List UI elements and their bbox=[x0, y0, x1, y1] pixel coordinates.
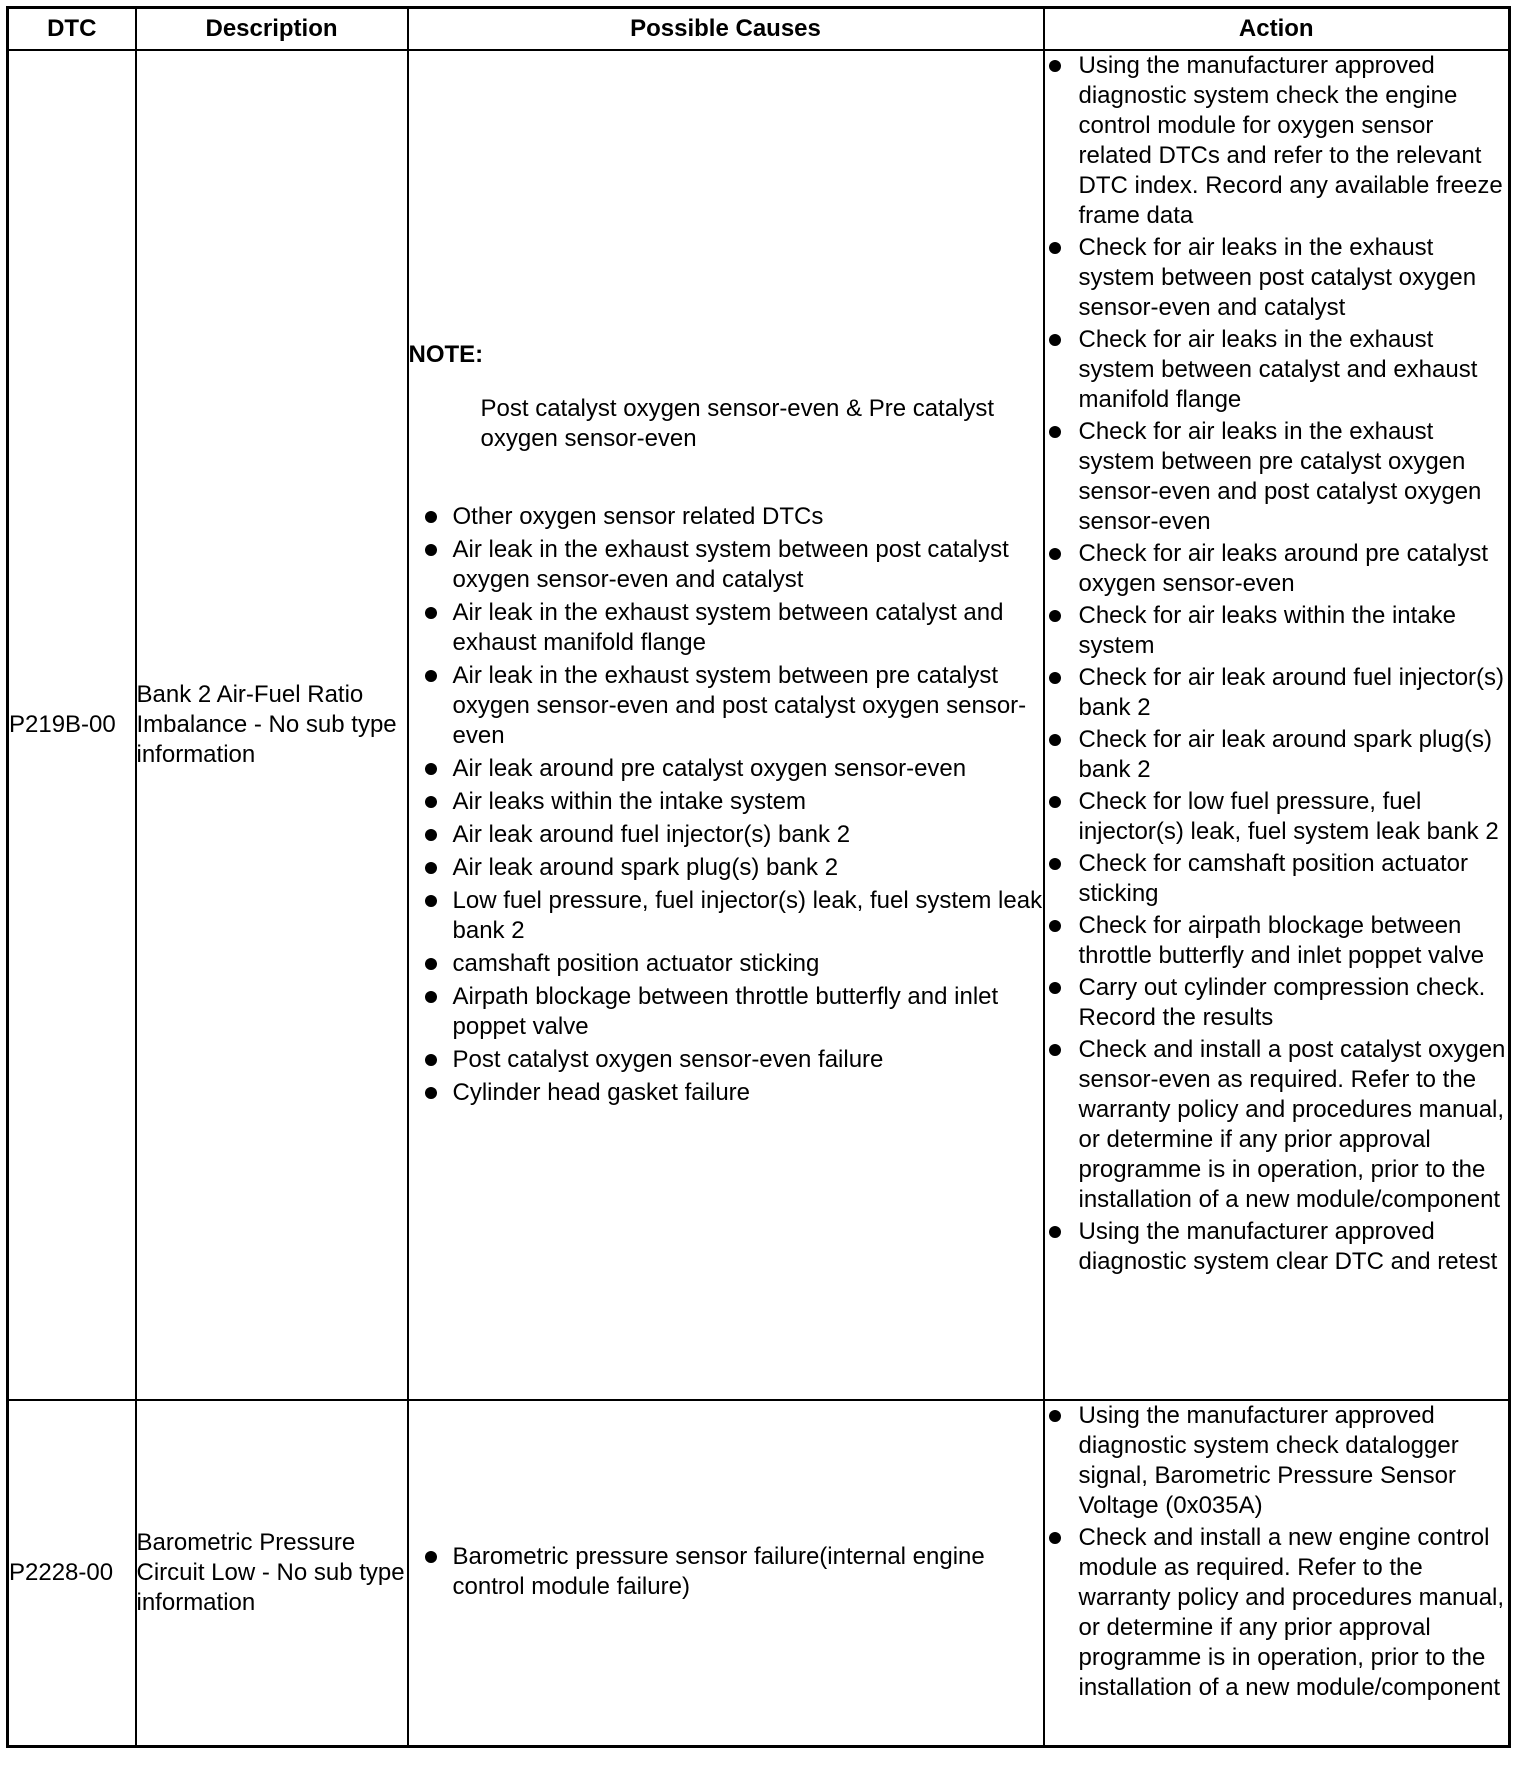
header-row bbox=[8, 8, 1510, 51]
cause-item: Barometric pressure sensor failure(internal engine control module failure) bbox=[409, 1542, 1043, 1602]
table-row bbox=[8, 1400, 1510, 1747]
actions-list bbox=[1045, 1401, 1509, 1703]
header-description: Description bbox=[136, 8, 408, 51]
cause-item: Air leak around fuel injector(s) bank 2 bbox=[409, 820, 1043, 850]
action-item: Using the manufacturer approved diagnostic system clear DTC and retest bbox=[1045, 1217, 1509, 1277]
action-item: Check for air leaks in the exhaust system between pre catalyst oxygen sensor-even and post catalyst oxygen sensor-even bbox=[1045, 417, 1509, 537]
action-item: Check and install a new engine control module as required. Refer to the warranty policy and procedures manual, or determine if any prior approval programme is in operation, prior to the installation of a new module/component bbox=[1045, 1523, 1509, 1703]
action-item: Check for camshaft position actuator sticking bbox=[1045, 849, 1509, 909]
action-item: Check for air leaks in the exhaust system between catalyst and exhaust manifold flange bbox=[1045, 325, 1509, 415]
dtc-code: P219B-00 bbox=[8, 50, 136, 1400]
cause-item: Air leak in the exhaust system between post catalyst oxygen sensor-even and catalyst bbox=[409, 535, 1043, 595]
possible-causes-cell bbox=[408, 1400, 1044, 1747]
action-item: Check and install a post catalyst oxygen sensor-even as required. Refer to the warranty policy and procedures manual, or determine if any prior approval programme is in operation, prior to the installation of a new module/component bbox=[1045, 1035, 1509, 1215]
cause-item: Air leak in the exhaust system between catalyst and exhaust manifold flange bbox=[409, 598, 1043, 658]
action-item: Using the manufacturer approved diagnostic system check the engine control module for oxygen sensor related DTCs and refer to the relevant DTC index. Record any available freeze frame data bbox=[1045, 51, 1509, 231]
cause-item: Cylinder head gasket failure bbox=[409, 1078, 1043, 1108]
action-item: Check for low fuel pressure, fuel injector(s) leak, fuel system leak bank 2 bbox=[1045, 787, 1509, 847]
header-dtc: DTC bbox=[8, 8, 136, 51]
action-item: Check for air leaks in the exhaust system between post catalyst oxygen sensor-even and catalyst bbox=[1045, 233, 1509, 323]
cause-item: Air leak in the exhaust system between pre catalyst oxygen sensor-even and post catalyst oxygen sensor-even bbox=[409, 661, 1043, 751]
dtc-code: P2228-00 bbox=[8, 1400, 136, 1747]
cause-item: Other oxygen sensor related DTCs bbox=[409, 502, 1043, 532]
actions-cell bbox=[1044, 1400, 1510, 1747]
cause-item: Air leaks within the intake system bbox=[409, 787, 1043, 817]
action-item: Check for air leak around spark plug(s) bank 2 bbox=[1045, 725, 1509, 785]
header-possible-causes: Possible Causes bbox=[408, 8, 1044, 51]
actions-list bbox=[1045, 51, 1509, 1277]
dtc-table bbox=[6, 6, 1511, 1748]
dtc-description: Bank 2 Air-Fuel Ratio Imbalance - No sub type information bbox=[136, 50, 408, 1400]
action-item: Check for air leaks around pre catalyst oxygen sensor-even bbox=[1045, 539, 1509, 599]
cause-item: camshaft position actuator sticking bbox=[409, 949, 1043, 979]
note-label: NOTE: bbox=[408, 340, 484, 368]
causes-list bbox=[409, 1542, 1043, 1602]
action-item: Check for air leak around fuel injector(s) bank 2 bbox=[1045, 663, 1509, 723]
cause-item: Low fuel pressure, fuel injector(s) leak, fuel system leak bank 2 bbox=[409, 886, 1043, 946]
cause-item: Air leak around pre catalyst oxygen sensor-even bbox=[409, 754, 1043, 784]
table-row bbox=[8, 50, 1510, 1400]
action-item: Carry out cylinder compression check. Record the results bbox=[1045, 973, 1509, 1033]
action-item: Check for airpath blockage between throttle butterfly and inlet poppet valve bbox=[1045, 911, 1509, 971]
action-item: Using the manufacturer approved diagnostic system check datalogger signal, Barometric Pressure Sensor Voltage (0x035A) bbox=[1045, 1401, 1509, 1521]
header-action: Action bbox=[1044, 8, 1510, 51]
actions-cell bbox=[1044, 50, 1510, 1400]
cause-item: Airpath blockage between throttle butterfly and inlet poppet valve bbox=[409, 982, 1043, 1042]
dtc-description: Barometric Pressure Circuit Low - No sub type information bbox=[136, 1400, 408, 1747]
possible-causes-cell bbox=[408, 50, 1044, 1400]
cause-item: Air leak around spark plug(s) bank 2 bbox=[409, 853, 1043, 883]
causes-list bbox=[409, 502, 1043, 1108]
action-item: Check for air leaks within the intake system bbox=[1045, 601, 1509, 661]
cause-item: Post catalyst oxygen sensor-even failure bbox=[409, 1045, 1043, 1075]
note-text: Post catalyst oxygen sensor-even & Pre catalyst oxygen sensor-even bbox=[480, 394, 995, 452]
